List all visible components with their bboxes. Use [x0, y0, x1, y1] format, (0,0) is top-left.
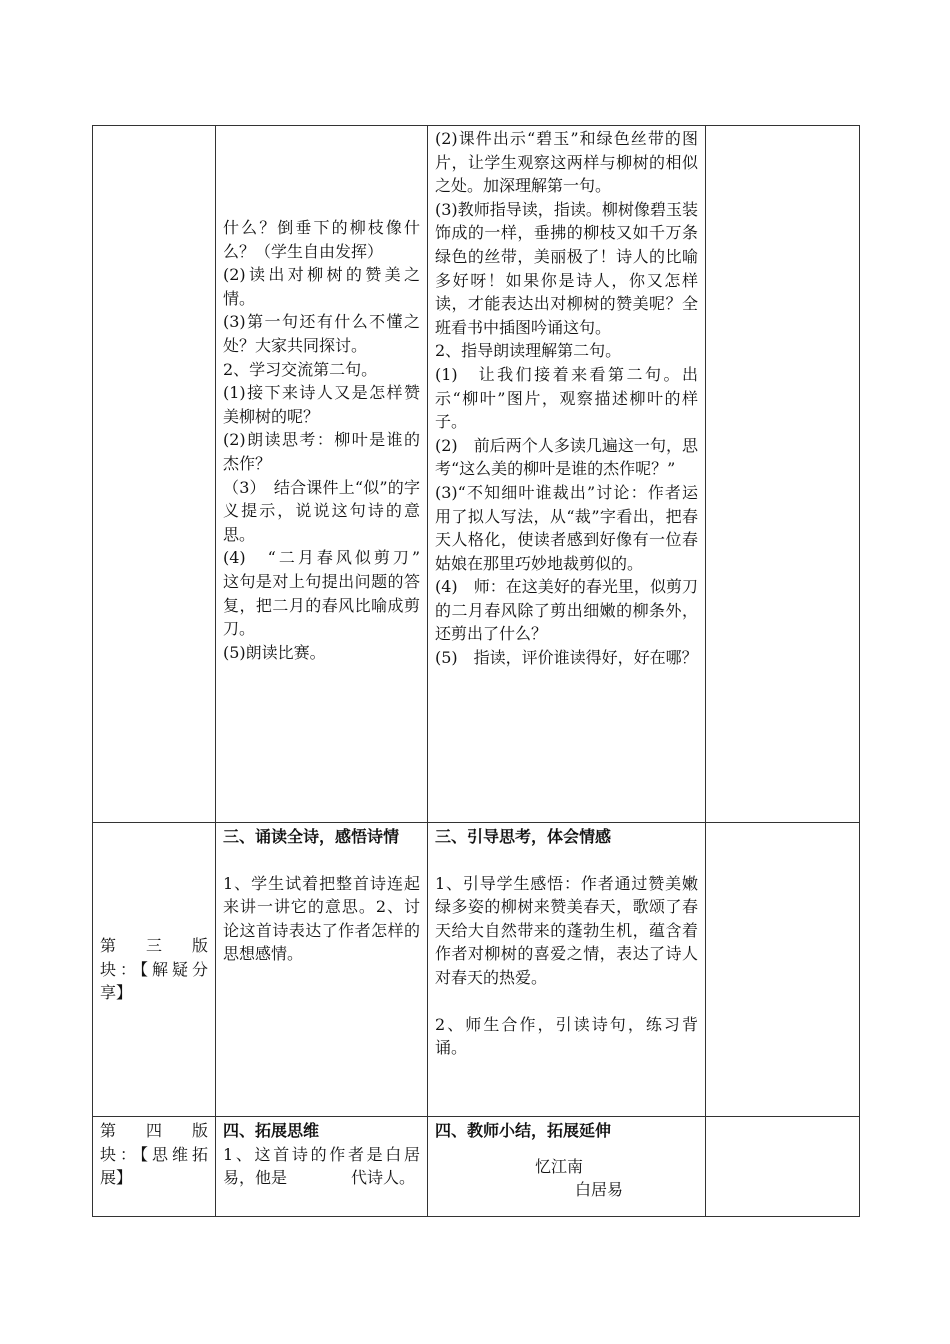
student-section-title: 四、拓展思维	[223, 1121, 320, 1140]
student-line: 什么？倒垂下的柳枝像什么？（学生自由发挥）	[223, 218, 420, 261]
section-cell	[93, 823, 216, 1117]
notes-cell	[706, 823, 860, 1117]
teacher-line: (3)“不知细叶谁裁出”讨论：作者运用了拟人写法，从“裁”字看出，把春天人格化，使读者感到好像有一位春姑娘在那里巧妙地裁剪似的。	[435, 482, 698, 573]
teacher-line: 1、引导学生感悟：作者通过赞美嫩绿多姿的柳树来赞美春天，歌颂了春天给大自然带来的蓬勃生机，蕴含着作者对柳树的喜爱之情，表达了诗人对春天的热爱。	[435, 873, 698, 987]
teacher-activity-cell	[428, 126, 706, 823]
teacher-activity-cell	[428, 1117, 706, 1217]
teacher-section-title: 三、引导思考，体会情感	[435, 827, 612, 846]
student-line: (5)朗读比赛。	[223, 642, 326, 662]
notes-cell	[706, 126, 860, 823]
student-line: (1)接下来诗人又是怎样赞美柳树的呢？	[223, 383, 420, 426]
student-section-title: 三、诵读全诗，感悟诗情	[223, 827, 400, 846]
section-cell	[93, 126, 216, 823]
teacher-line: (2)课件出示“碧玉”和绿色丝带的图片，让学生观察这两样与柳树的相似之处。加深理解第一句。	[435, 129, 698, 196]
student-line: (4) “二月春风似剪刀” 这句是对上句提出问题的答复，把二月的春风比喻成剪刀。	[223, 548, 437, 639]
teacher-line: 2、师生合作，引读诗句，练习背诵。	[435, 1014, 698, 1058]
table-row	[93, 126, 860, 823]
student-line: 1、学生试着把整首诗连起来讲一讲它的意思。2、讨论这首诗表达了作者怎样的思想感情。	[223, 873, 420, 964]
teacher-section-title: 四、教师小结，拓展延伸	[435, 1121, 612, 1140]
section-label: 第 四 版块：【思维拓展】	[100, 1121, 208, 1188]
notes-cell	[706, 1117, 860, 1217]
table-row	[93, 1117, 860, 1217]
student-activity-cell	[216, 126, 437, 823]
teacher-line: 2、指导朗读理解第二句。	[435, 341, 622, 361]
teacher-line: (4) 师：在这美好的春光里，似剪刀的二月春风除了剪出细嫩的柳条外，还剪出了什么？	[435, 577, 698, 644]
student-line: （3） 结合课件上“似”的字义提示，说说这句诗的意思。	[223, 477, 420, 544]
student-line: (2)朗读思考：柳叶是谁的杰作？	[223, 430, 420, 473]
poem-title: 忆江南	[535, 1156, 584, 1176]
teacher-line: (3)教师指导读，指读。柳树像碧玉装饰成的一样，垂拂的柳枝又如千万条绿色的丝带，美丽极了！诗人的比喻多好呀！如果你是诗人，你又怎样读，才能表达出对柳树的赞美呢？全班看书中插图吟诵这句。	[435, 199, 698, 337]
student-line: (3)第一句还有什么不懂之处？大家共同探讨。	[223, 312, 420, 355]
poem-author: 白居易	[575, 1180, 624, 1200]
teacher-line: (1) 让我们接着来看第二句。出示“柳叶”图片，观察描述柳叶的样子。	[435, 364, 698, 432]
student-line: 2、学习交流第二句。	[223, 359, 378, 379]
teacher-line: (5) 指读，评价谁读得好，好在哪？	[435, 648, 698, 668]
table-row	[93, 823, 860, 1117]
student-activity-cell	[216, 823, 428, 1117]
student-activity-cell	[216, 1117, 428, 1217]
section-cell	[93, 1117, 216, 1217]
section-label: 第 三 版块：【解疑分享】	[100, 936, 208, 1003]
teacher-line: (2) 前后两个人多读几遍这一句，思考“这么美的柳叶是谁的杰作呢？”	[435, 435, 698, 479]
student-line: (2)读出对柳树的赞美之情。	[223, 265, 420, 308]
student-line: 1、这首诗的作者是白居易，他是 代诗人。	[223, 1144, 420, 1188]
lesson-plan-table	[92, 125, 860, 1217]
teacher-activity-cell	[428, 823, 706, 1117]
